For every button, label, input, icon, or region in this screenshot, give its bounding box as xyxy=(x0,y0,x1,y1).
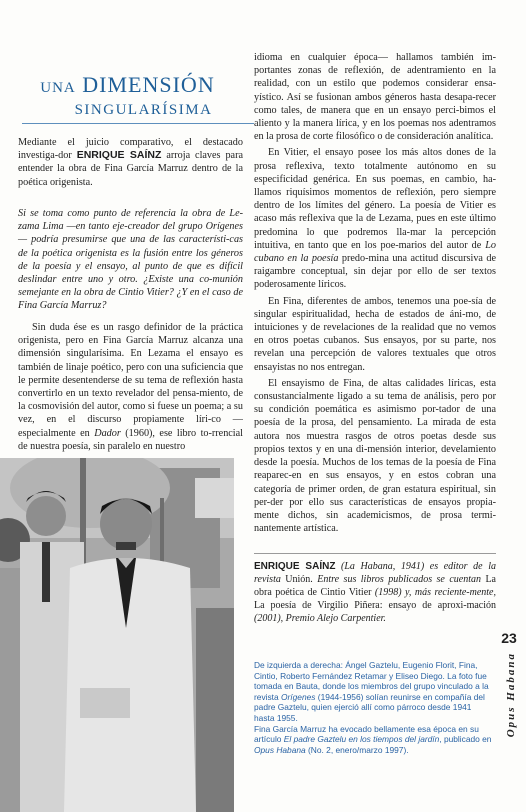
left-column-body xyxy=(18,321,243,453)
intro-text-after: arroja claves para entender la obra de Fina García Marruz dentro de la poética origenista. xyxy=(18,150,243,188)
photo-caption: De izquierda a derecha: Ángel Gaztelu, Eugenio Florit, Fina, Cintio, Roberto Fernández Retamar y Eliseo Diego. La foto fue tomada en Bauta, donde los miembros del grupo vinculado a la revista Orígenes (1944-1956) solían reunirse en compañía del padre Gaztelu, quien ejerció allí como párroco desde 1941 hasta 1955. Fina García Marruz ha evocado bellamente esa época en su artículo El padre Gaztelu en los tiempos del jardín, publicado en Opus Habana (No. 2, enero/marzo 1997). xyxy=(254,660,492,755)
group-photo xyxy=(0,458,234,812)
article-title xyxy=(0,72,255,119)
title-main: DIMENSIÓN xyxy=(82,72,215,97)
body-paragraph: idioma en cualquier época— hallamos también im-portantes zonas de reflexión, de adentramiento en la realidad, con un estilo que podemos considerar ensa-yístico. Así se fusionan ambos géneros hasta desapa-recer como tales, de manera que en un ensayo perci-bimos el aliento y la manera lírica, y en los poemas nos adentramos en la prosa de corte filosófico o de consideración analítica. xyxy=(254,52,496,143)
author-name: ENRIQUE SAÍNZ xyxy=(76,149,162,162)
group-photo-image xyxy=(0,458,234,812)
body-paragraph: Sin duda ése es un rasgo definidor de la práctica origenista, pero en Fina García Marruz alcanza una dimensión singularísima. En Lezama el ensayo es también de linaje poético, pero con una suficiencia que le permite desentenderse de su tema de reflexión hasta convertirlo en un texto revelador del pensa-miento, de la cosmovisión del autor, como si fuese un poema; a su vez, en el discurso propiamente líri-co —especialmente en Dador (1960), ese libro to-rrencial de nuestra poesía, sin paralelo en nuestro xyxy=(18,322,243,452)
intro-paragraph xyxy=(18,136,243,189)
title-prefix: UNA xyxy=(40,80,76,96)
right-column-body xyxy=(254,51,496,535)
running-head: Opus Habana xyxy=(505,652,517,738)
body-paragraph: En Vitier, el ensayo posee los más altos dones de la prosa reflexiva, texto totalmente autónomo en su especificidad genérica. En sus poemas, en cambio, ha-llamos riquísimos momentos de reflexión, pero siempre dentro de los límites del género. La poesía de Vitier es acaso más reflexiva que la de Lezama, pues en este último predomina lo que podremos lla-mar la percepción intuitiva, en tanto que en los poe-marios del autor de Lo cubano en la poesía predo-mina una actitud discursiva de raigambre conceptual, sin dejar por ello de ser textos poderosamente líricos. xyxy=(254,147,496,291)
lead-question: Si se toma como punto de referencia la obra de Le-zama Lima —en tanto eje-creador del grupo Orígenes— podría presumirse que una de las característi-cas de la poética origenista es la fusión entre los géneros de la poesía y el ensayo, al punto de que es difícil deslindar entre uno y otro. ¿Existe una co-munión semejante en la obra de Cintio Vitier? ¿Y en el caso de Fina García Marruz? xyxy=(18,208,243,312)
body-paragraph: En Fina, diferentes de ambos, tenemos una poe-sía de singular espiritualidad, hecha de estados de áni-mo, de intuiciones y de revelaciones de la realidad que no vemos en otros poetas cubanos. Sus ensayos, por su parte, nos revelan una percepción de valores textuales que otros ensayistas no nos entregan. xyxy=(254,295,496,373)
book-title: Lo cubano en la poesía xyxy=(254,239,496,265)
intro-text-before: Mediante el juicio comparativo, el destacado investiga-dor xyxy=(18,137,243,162)
title-subtitle: SINGULARÍSIMA xyxy=(74,102,213,118)
book-title: Dador xyxy=(94,427,121,439)
page-number: 23 xyxy=(501,630,517,646)
author-bio: ENRIQUE SAÍNZ (La Habana, 1941) es editor de la revista Unión. Entre sus libros publicados se cuentan La obra poética de Cintio Vitier (1998) y, más reciente-mente, La poesía de Virgilio Piñera: ensayo de aproxi-mación (2001), Premio Alejo Carpentier. xyxy=(254,553,496,625)
bio-author-name: ENRIQUE SAÍNZ xyxy=(254,561,336,572)
body-paragraph: El ensayismo de Fina, de altas calidades líricas, esta consustancialmente ligado a su tema de análisis, pero por su condición poemática es asimismo por-tador de una poesía de la prosa, del pensamiento. La mirada de esta autora nos muestra rasgos de otros poetas desde sus propios textos y en una di-mensión interior, develamiento desde la poesía. Muchos de los temas de la poesía de Fina reaparec-en en sus ensayos, y en estos cobran una categoría de primer orden, de gran estatura espiritual, sin per-der por ello sus características de ensayos propia-mente dichos, sin academicismos, de prosa termi-nantemente artística. xyxy=(254,377,496,535)
title-rule xyxy=(22,123,254,124)
